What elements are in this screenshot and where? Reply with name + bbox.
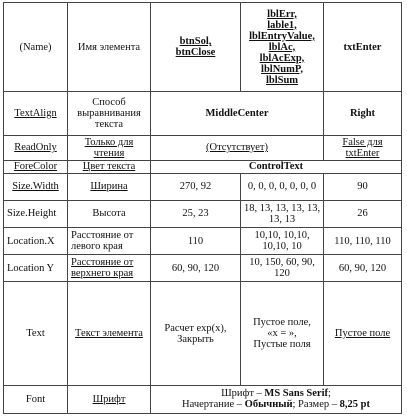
header-name-cell: (Name) (4, 3, 68, 92)
prop-cell: Font (4, 385, 68, 413)
table-row-text (4, 282, 402, 385)
value-cell-merged: MiddleCenter (151, 92, 324, 135)
font-style-prefix: Начертание – (182, 399, 245, 411)
properties-table (3, 2, 402, 414)
header-row (4, 3, 402, 92)
font-style-value: Обычный (244, 399, 293, 411)
header-element-name-cell: Имя элемента (68, 3, 151, 92)
table-row-readonly (4, 135, 402, 160)
desc-cell: Расстояние от левого края (68, 228, 151, 255)
font-size-value: 8,25 pt (339, 399, 370, 411)
value-cell-txt: 90 (324, 173, 402, 200)
value-cell-btn: 25, 23 (151, 200, 241, 227)
prop-cell: Location.X (4, 228, 68, 255)
font-family-value: MS Sans Serif (264, 388, 329, 400)
value-cell-lbl: 18, 13, 13, 13, 13, 13, 13 (241, 200, 324, 227)
desc-cell: Только для чтения (68, 135, 151, 160)
value-cell-txt: Right (324, 92, 402, 135)
font-value-cell (151, 385, 402, 413)
value-cell-lbl: Пустое поле, «x = », Пустые поля (241, 282, 324, 385)
table-row-location-x (4, 228, 402, 255)
desc-cell: Текст элемента (68, 282, 151, 385)
table-row-forecolor (4, 160, 402, 173)
header-txt-cell: txtEnter (324, 3, 402, 92)
desc-cell: Способ выравнивания текста (68, 92, 151, 135)
value-cell-lbl: 0, 0, 0, 0, 0, 0, 0 (241, 173, 324, 200)
value-cell-txt: 26 (324, 200, 402, 227)
prop-cell: Location Y (4, 255, 68, 282)
table-row-location-y (4, 255, 402, 282)
prop-cell: TextAlign (4, 92, 68, 135)
table-row-size-width (4, 173, 402, 200)
table-row-size-height (4, 200, 402, 227)
desc-cell: Ширина (68, 173, 151, 200)
font-line-2 (153, 399, 399, 410)
font-family-prefix: Шрифт – (221, 388, 265, 400)
prop-cell: Text (4, 282, 68, 385)
value-cell-txt: 110, 110, 110 (324, 228, 402, 255)
desc-cell: Расстояние от верхнего края (68, 255, 151, 282)
value-cell-btn: 270, 92 (151, 173, 241, 200)
table-row-font (4, 385, 402, 413)
value-cell-btn: 60, 90, 120 (151, 255, 241, 282)
value-cell-lbl: 10, 150, 60, 90, 120 (241, 255, 324, 282)
header-lbl-cell: lblErr, lable1, lblEntryValue, lblAc, lblAcExp, lblNumP, lblSum (241, 3, 324, 92)
value-cell-txt: False для txtEnter (324, 135, 402, 160)
value-cell-txt: 60, 90, 120 (324, 255, 402, 282)
prop-cell: ForeColor (4, 160, 68, 173)
desc-cell: Шрифт (68, 385, 151, 413)
value-cell-btn: Расчет exp(x), Закрыть (151, 282, 241, 385)
header-btn-cell: btnSol, btnClose (151, 3, 241, 92)
value-cell-merged: (Отсутствует) (151, 135, 324, 160)
desc-cell: Высота (68, 200, 151, 227)
prop-cell: Size.Width (4, 173, 68, 200)
value-cell-btn: 110 (151, 228, 241, 255)
value-cell-lbl: 10,10, 10,10, 10,10, 10 (241, 228, 324, 255)
value-cell-all: ControlText (151, 160, 402, 173)
table-row-textalign (4, 92, 402, 135)
font-family-suffix: ; (328, 388, 331, 400)
desc-cell: Цвет текста (68, 160, 151, 173)
prop-cell: ReadOnly (4, 135, 68, 160)
prop-cell: Size.Height (4, 200, 68, 227)
value-cell-txt: Пустое поле (324, 282, 402, 385)
font-line-1 (153, 388, 399, 399)
font-size-prefix: ; Размер – (292, 399, 340, 411)
